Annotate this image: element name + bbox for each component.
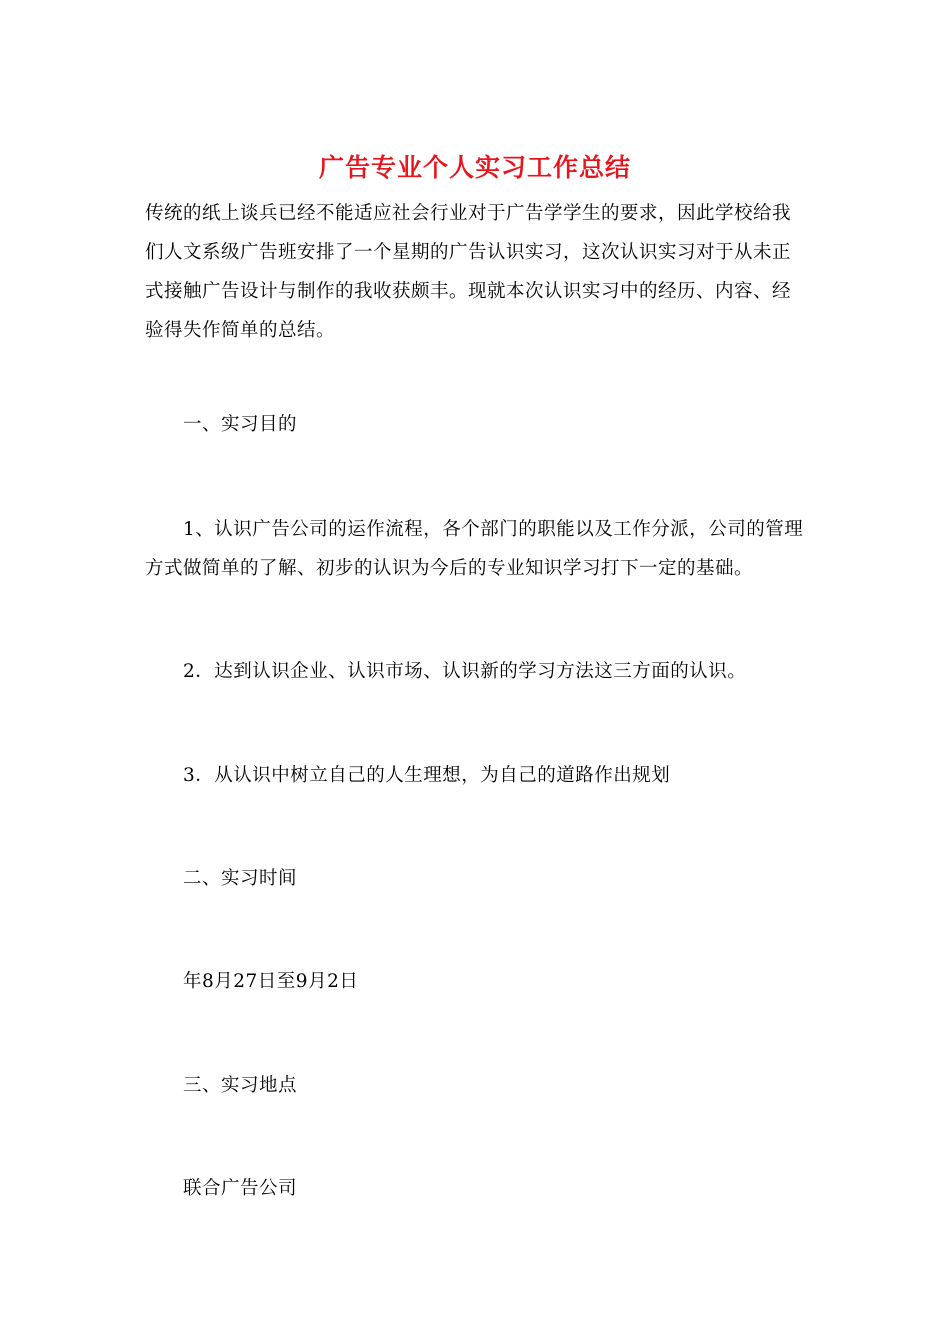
intro-paragraph: 传统的纸上谈兵已经不能适应社会行业对于广告学学生的要求，因此学校给我们人文系级广告班安排了一个星期的广告认识实习，这次认识实习对于从未正式接触广告设计与制作的我收获颇丰。现就本次认识实习中的经历、内容、经验得失作简单的总结。 (145, 203, 792, 341)
place-value: 联合广告公司 (183, 1178, 298, 1199)
purpose-item-1-line-1: 1、认识广告公司的运作流程，各个部门的职能以及工作分派，公司的管理 (183, 519, 804, 540)
section-heading-purpose: 一、实习目的 (183, 414, 298, 435)
time-value: 年8月27日至9月2日 (183, 971, 359, 992)
document-title: 广告专业个人实习工作总结 (318, 153, 631, 182)
purpose-item-2: 2．达到认识企业、认识市场、认识新的学习方法这三方面的认识。 (183, 661, 747, 682)
purpose-item-3: 3．从认识中树立自己的人生理想，为自己的道路作出规划 (183, 765, 671, 786)
section-heading-place: 三、实习地点 (183, 1075, 298, 1096)
purpose-item-1-line-2: 方式做简单的了解、初步的认识为今后的专业知识学习打下一定的基础。 (145, 558, 754, 579)
section-heading-time: 二、实习时间 (183, 868, 298, 889)
